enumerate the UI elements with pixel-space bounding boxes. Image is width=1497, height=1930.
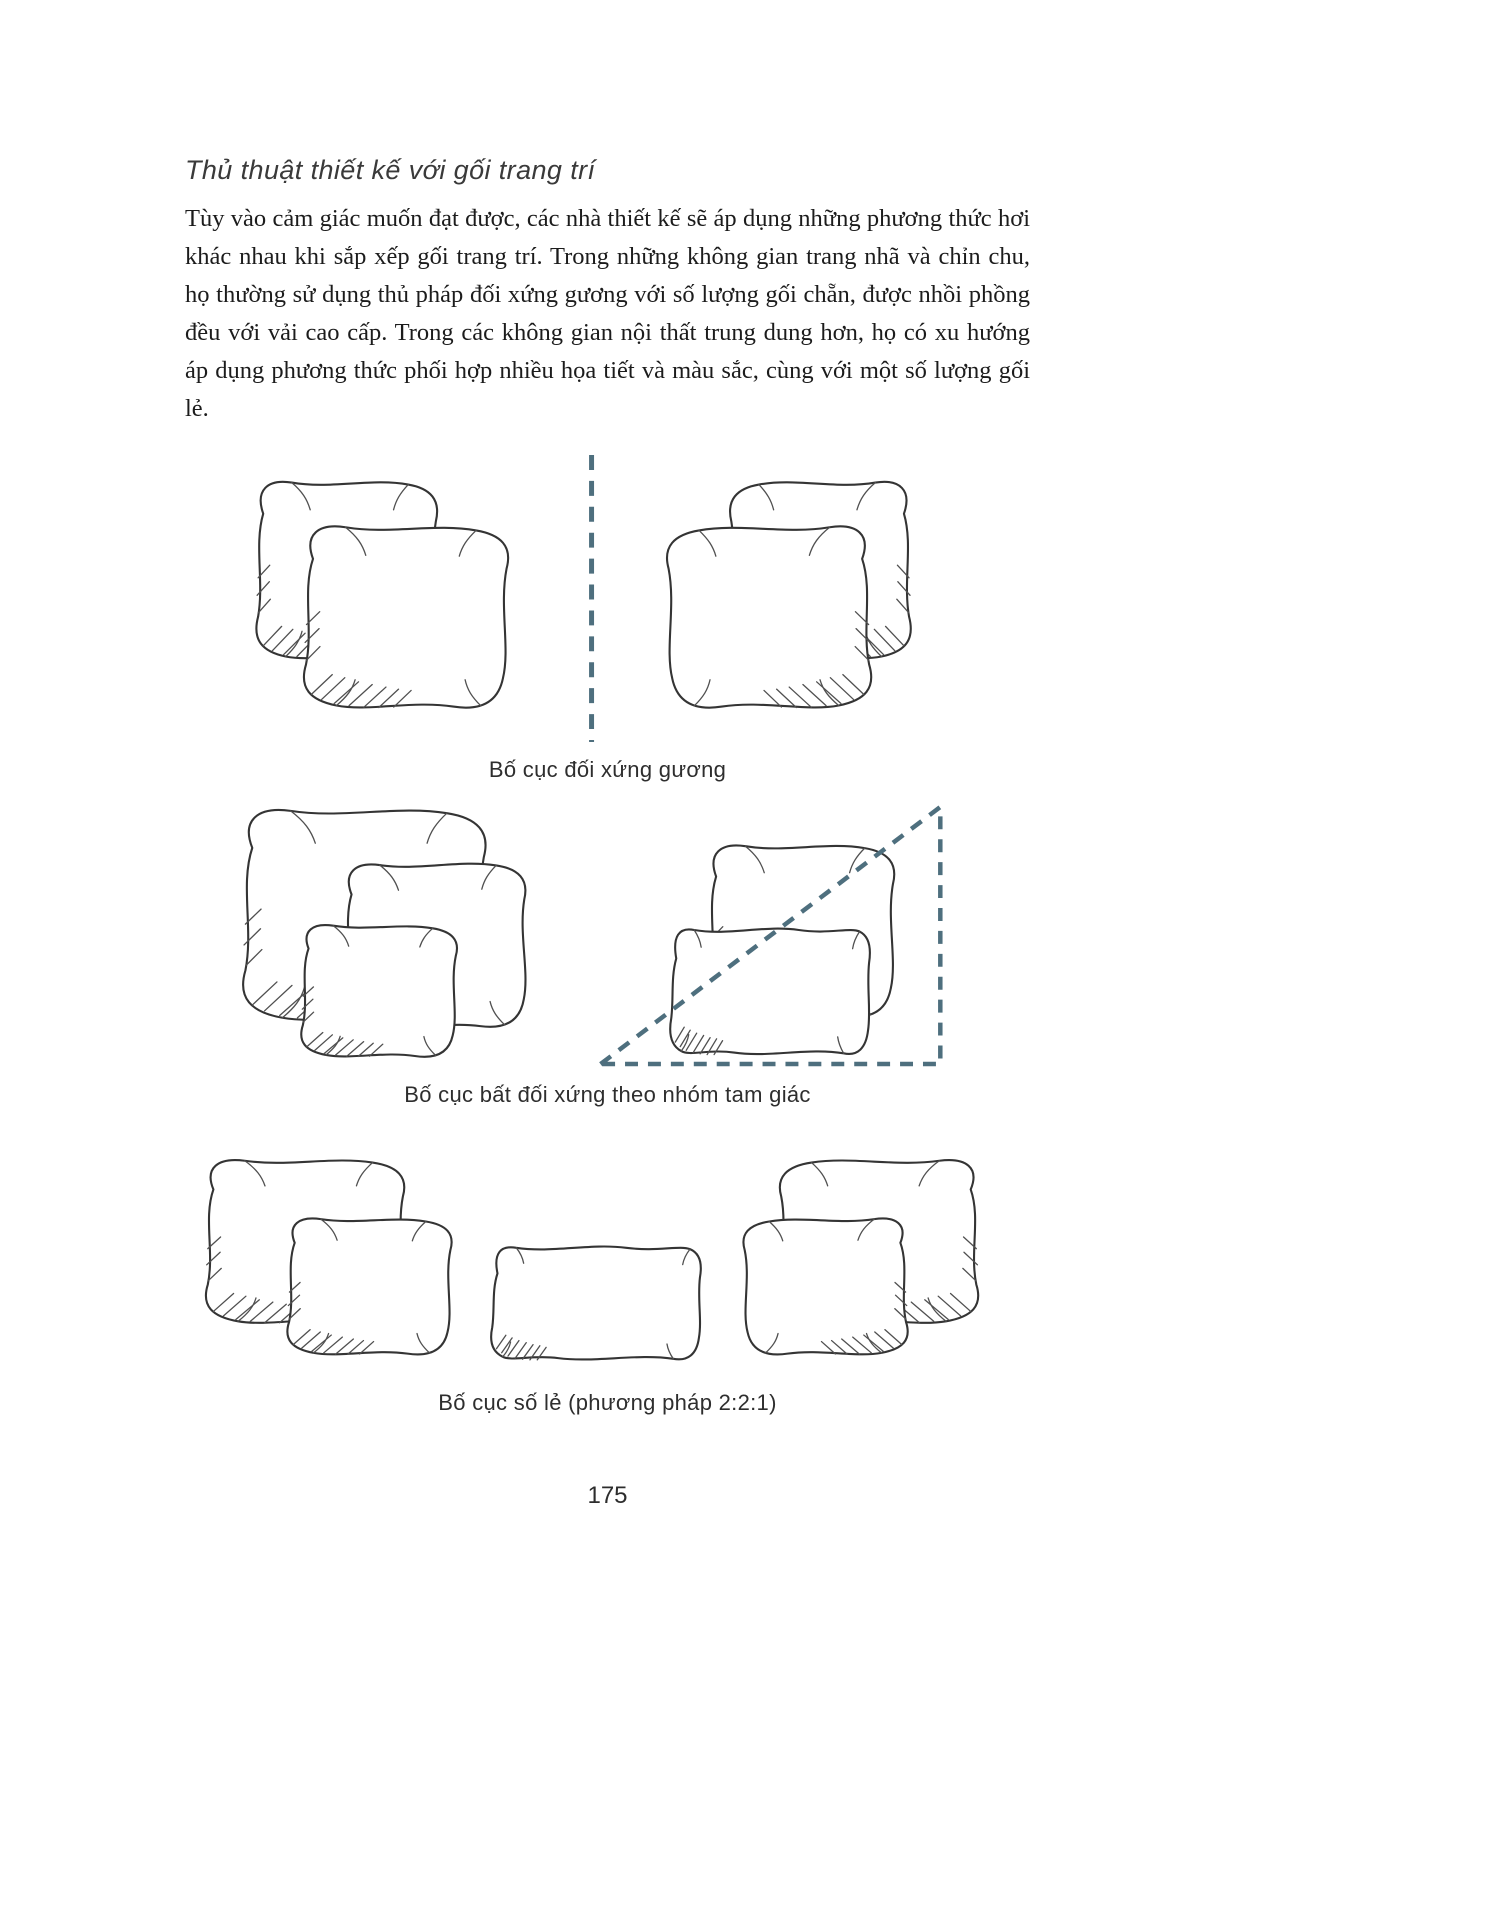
- pillow-sketch-odd: [185, 1150, 1030, 1369]
- pillow-left-front: [304, 526, 509, 709]
- section-heading: Thủ thuật thiết kế với gối trang trí: [185, 155, 596, 185]
- figure-caption: Bố cục số lẻ (phương pháp 2:2:1): [438, 1389, 777, 1415]
- pillow-right-front: [743, 1219, 908, 1356]
- figure-odd-number: [185, 1150, 1030, 1415]
- body-paragraph: Tùy vào cảm giác muốn đạt được, các nhà thiết kế sẽ áp dụng những phương thức hơi khác nhau khi sắp xếp gối trang trí. Trong những không gian trang nhã và chỉn chu, họ thường sử dụng thủ pháp đối xứng gương với số lượng gối chẵn, được nhồi phồng đều với vải cao cấp. Trong các không gian nội thất trung dung hơn, họ có xu hướng áp dụng phương thức phối hợp nhiều họa tiết và màu sắc, cùng với một số lượng gối lẻ.: [185, 205, 1030, 422]
- figure-caption: Bố cục đối xứng gương: [488, 757, 727, 783]
- pillow-left-front: [287, 1219, 452, 1356]
- figure-asymmetric-triangle: [185, 797, 1030, 1108]
- pillow-lumbar-right-group: [670, 929, 870, 1055]
- pillow-sketch-triangle: [185, 797, 1030, 1076]
- pillow-small-front: [301, 925, 457, 1058]
- page-number: 175: [587, 1482, 628, 1509]
- pillow-sketch-mirror: [185, 453, 1030, 752]
- pillow-lumbar-center: [491, 1247, 701, 1360]
- pillow-right-front: [667, 526, 872, 709]
- content-column: [185, 0, 1030, 1416]
- figure-caption: Bố cục bất đối xứng theo nhóm tam giác: [404, 1082, 811, 1108]
- figure-mirror-symmetry: [185, 453, 1030, 784]
